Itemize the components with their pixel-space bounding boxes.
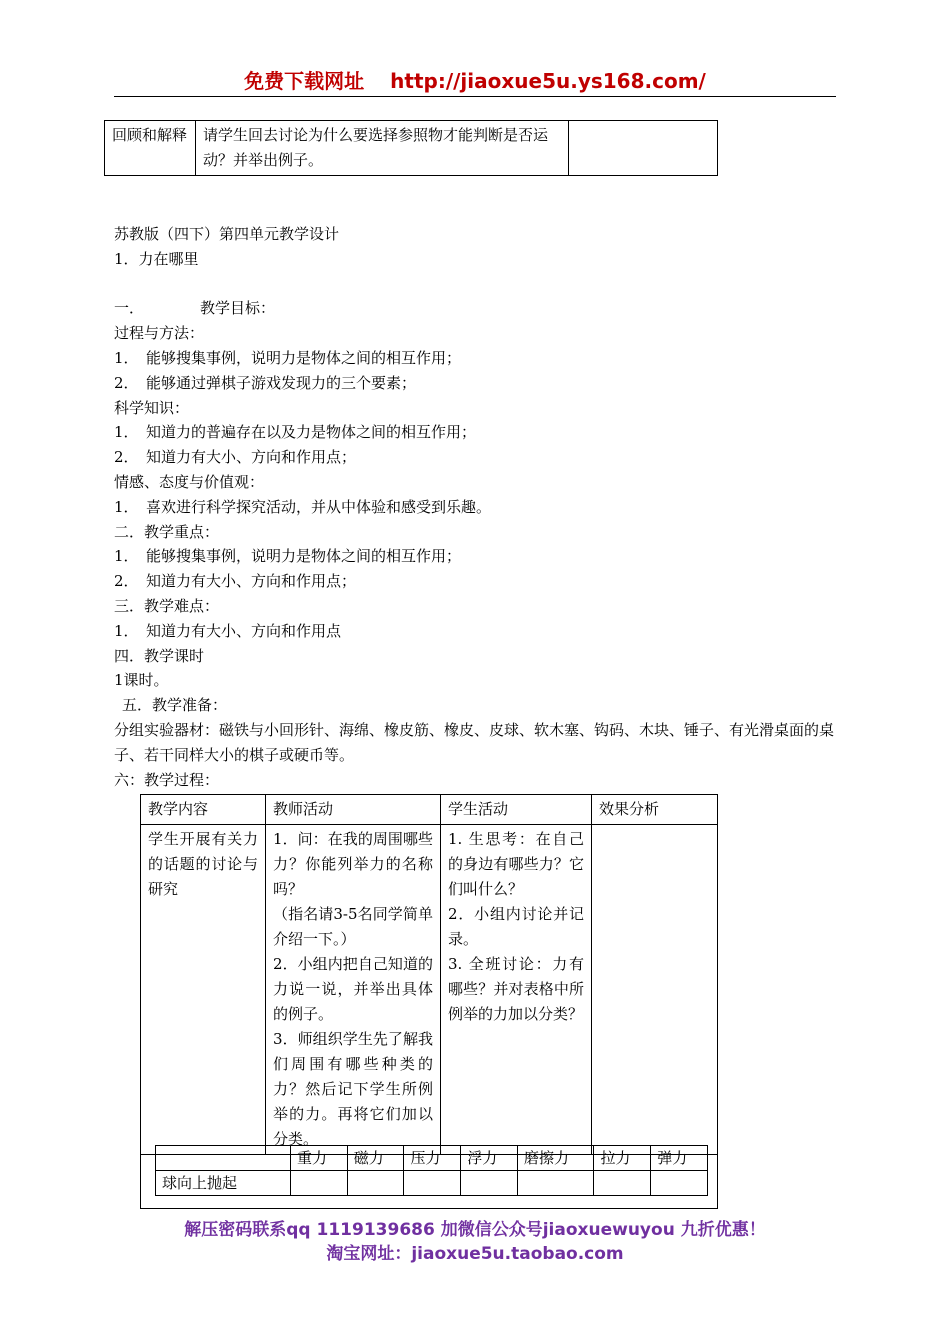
list-item: 2． 能够通过弹棋子游戏发现力的三个要素；	[114, 373, 417, 392]
list-item: 2． 知道力有大小、方向和作用点；	[114, 572, 357, 591]
doc-lesson-title: 1．力在哪里	[114, 249, 199, 268]
section-4-value: 1课时。	[114, 671, 169, 690]
goal-group-3-title: 情感、态度与价值观：	[114, 472, 265, 491]
section-1-number: 一．	[114, 299, 145, 318]
teacher-step: 2．小组内把自己知道的力说一说，并举出具体的例子。	[273, 955, 433, 1023]
review-cell-label: 回顾和解释	[105, 121, 196, 176]
table-header-row	[141, 795, 718, 825]
page-header	[114, 66, 836, 97]
goal-group-2-title: 科学知识：	[114, 398, 190, 417]
review-table	[104, 120, 718, 176]
header-cell: 拉力	[594, 1146, 651, 1171]
table-row	[156, 1171, 708, 1196]
header-cell: 压力	[404, 1146, 461, 1171]
row-label-cell: 球向上抛起	[156, 1171, 291, 1196]
header-cell: 弹力	[651, 1146, 708, 1171]
blank-line	[114, 272, 844, 297]
table-header-row	[156, 1146, 708, 1171]
header-cell: 教学内容	[141, 795, 266, 825]
list-item: 1． 能够搜集事例，说明力是物体之间的相互作用；	[114, 547, 462, 566]
student-step: 1. 生思考：在自己的身边有哪些力？它们叫什么？	[448, 830, 584, 898]
content-cell: 学生开展有关力的话题的讨论与研究	[141, 825, 266, 1155]
goal-group-1-title: 过程与方法：	[114, 324, 205, 343]
header-cell: 学生活动	[441, 795, 592, 825]
effect-cell	[592, 825, 718, 1155]
force-table	[155, 1145, 708, 1196]
header-cell: 效果分析	[592, 795, 718, 825]
header-cell: 浮力	[461, 1146, 518, 1171]
section-6-title: 六：教学过程：	[114, 770, 220, 789]
review-cell-empty	[569, 121, 718, 176]
review-cell-text: 请学生回去讨论为什么要选择参照物才能判断是否运动？并举出例子。	[196, 121, 569, 176]
footer-shop-url[interactable]: 淘宝网址：jiaoxue5u.taobao.com	[326, 1244, 624, 1264]
list-item: 1． 知道力的普遍存在以及力是物体之间的相互作用；	[114, 423, 477, 442]
list-item: 1． 能够搜集事例，说明力是物体之间的相互作用；	[114, 348, 462, 367]
header-title: 免费下载网址	[244, 69, 365, 93]
document-body	[114, 222, 844, 792]
table-row	[141, 825, 718, 1155]
table-cell	[404, 1171, 461, 1196]
student-step: 3. 全班讨论：力有哪些？并对表格中所例举的力加以分类？	[448, 955, 584, 1023]
table-cell	[347, 1171, 404, 1196]
section-1-heading	[114, 296, 844, 321]
table-row	[105, 121, 718, 176]
table-cell	[291, 1171, 348, 1196]
table-cell	[461, 1171, 518, 1196]
section-3-title: 三．教学难点：	[114, 596, 220, 615]
teacher-step: （指名请3-5名同学简单介绍一下。）	[273, 905, 433, 948]
header-cell	[156, 1146, 291, 1171]
doc-subtitle: 苏教版（四下）第四单元教学设计	[114, 225, 340, 243]
header-cell: 磨擦力	[517, 1146, 594, 1171]
header-cell: 教师活动	[266, 795, 441, 825]
student-activity-cell	[441, 825, 592, 1155]
section-1-title: 教学目标：	[200, 299, 276, 318]
footer-contact: 解压密码联系qq 1119139686 加微信公众号jiaoxuewuyou 九折优惠！	[184, 1220, 766, 1240]
student-step: 2．小组内讨论并记录。	[448, 905, 584, 948]
header-url[interactable]: http://jiaoxue5u.ys168.com/	[390, 69, 706, 93]
teacher-step: 1．问：在我的周围哪些力？你能列举力的名称吗？	[273, 830, 433, 898]
table-cell	[517, 1171, 594, 1196]
list-item: 1． 喜欢进行科学探究活动，并从中体验和感受到乐趣。	[114, 497, 492, 516]
list-item: 2． 知道力有大小、方向和作用点；	[114, 448, 357, 467]
table-cell	[594, 1171, 651, 1196]
section-2-title: 二．教学重点：	[114, 522, 220, 541]
page-footer	[0, 1218, 950, 1266]
section-4-title: 四．教学课时	[114, 646, 205, 665]
section-5-title: 五．教学准备：	[122, 696, 228, 715]
header-cell: 磁力	[347, 1146, 404, 1171]
teacher-activity-cell	[266, 825, 441, 1155]
section-5-text: 分组实验器材：磁铁与小回形针、海绵、橡皮筋、橡皮、皮球、软木塞、钩码、木块、锤子、有光滑桌面的桌子、若干同样大小的棋子或硬币等。	[114, 720, 835, 764]
header-cell: 重力	[291, 1146, 348, 1171]
list-item: 1． 知道力有大小、方向和作用点	[114, 621, 342, 640]
teacher-step: 3．师组织学生先了解我们周围有哪些种类的力？然后记下学生所例举的力。再将它们加以分类。	[273, 1030, 433, 1148]
table-cell	[651, 1171, 708, 1196]
